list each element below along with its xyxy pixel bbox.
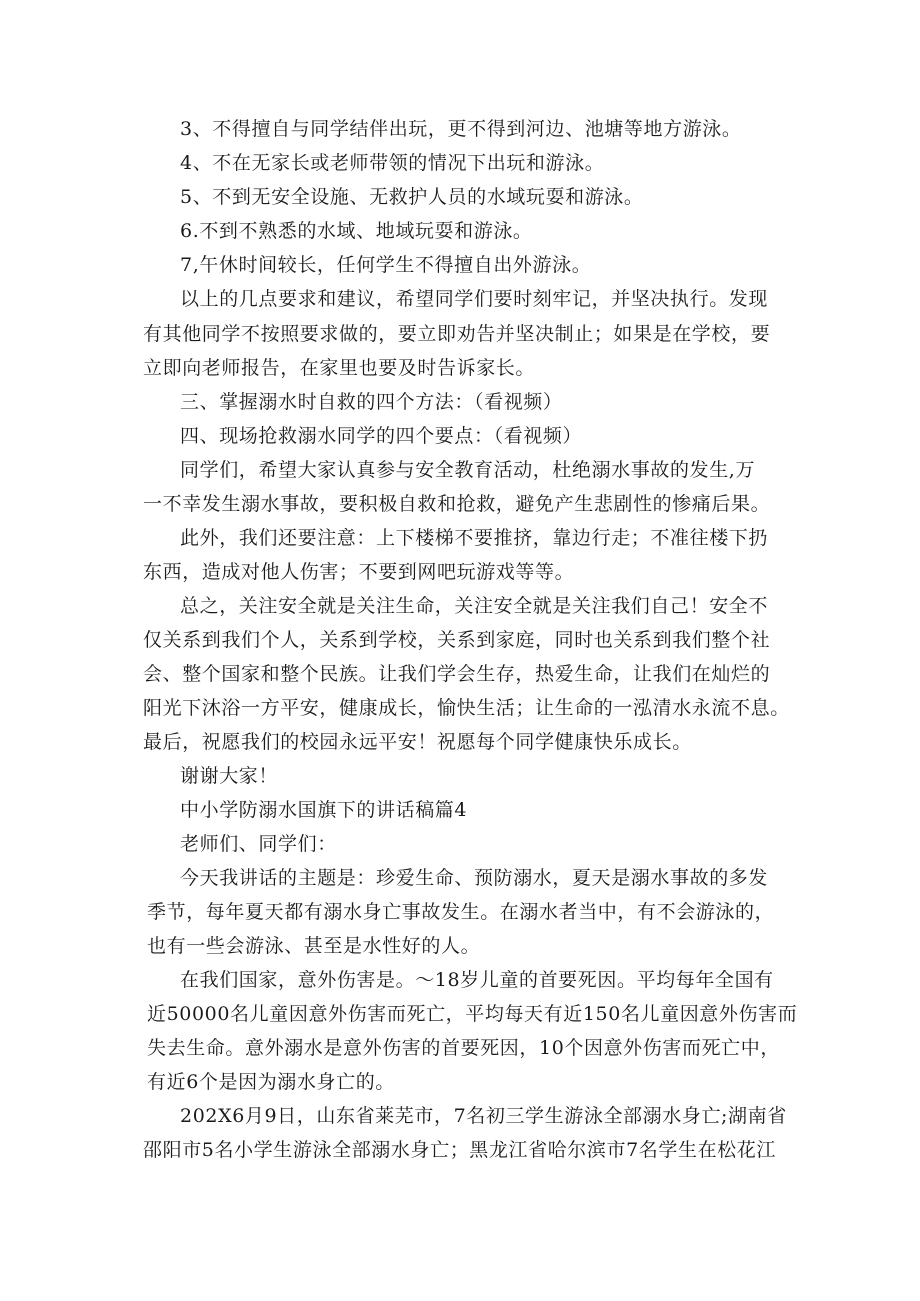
closing-thanks: 谢谢大家！ — [180, 765, 279, 787]
paragraph-line: 有近6个是因为溺水身亡的。 — [147, 1071, 395, 1093]
paragraph-line: 近50000名儿童因意外伤害而死亡，平均每天有近150名儿童因意外伤害而 — [147, 1003, 798, 1025]
rule-item-7: 7,午休时间较长，任何学生不得擅自出外游泳。 — [180, 254, 592, 276]
paragraph-line: 东西，造成对他人伤害；不要到网吧玩游戏等等。 — [143, 561, 575, 583]
paragraph-line: 仅关系到我们个人，关系到学校，关系到家庭，同时也关系到我们整个社 — [143, 629, 771, 651]
paragraph-line: 失去生命。意外溺水是意外伤害的首要死因，10个因意外伤害而死亡中， — [147, 1037, 780, 1059]
paragraph-line: 邵阳市5名小学生游泳全部溺水身亡；黑龙江省哈尔滨市7名学生在松花江 — [143, 1139, 776, 1161]
paragraph-line: 以上的几点要求和建议，希望同学们要时刻牢记，并坚决执行。发现 — [180, 288, 769, 310]
rule-item-6: 6.不到不熟悉的水域、地域玩耍和游泳。 — [180, 220, 533, 242]
paragraph-line: 季节，每年夏天都有溺水身亡事故发生。在溺水者当中，有不会游泳的， — [147, 901, 775, 923]
section-heading-4: 四、现场抢救溺水同学的四个要点：（看视频） — [180, 425, 583, 447]
article-title: 中小学防溺水国旗下的讲话稿篇4 — [180, 799, 468, 821]
paragraph-line: 立即向老师报告，在家里也要及时告诉家长。 — [143, 357, 536, 379]
rule-item-4: 4、不在无家长或老师带领的情况下出玩和游泳。 — [180, 152, 605, 174]
paragraph-line: 此外，我们还要注意：上下楼梯不要推挤，靠边行走；不准往楼下扔 — [180, 527, 769, 549]
paragraph-line: 也有一些会游泳、甚至是水性好的人。 — [147, 935, 481, 957]
section-heading-3: 三、掌握溺水时自救的四个方法：（看视频） — [180, 391, 563, 413]
paragraph-line: 202X6月9日，山东省莱芜市，7名初三学生游泳全部溺水身亡;湖南省 — [180, 1105, 787, 1127]
paragraph-line: 最后，祝愿我们的校园永远平安！祝愿每个同学健康快乐成长。 — [143, 731, 692, 753]
paragraph-line: 总之，关注安全就是关注生命，关注安全就是关注我们自己！安全不 — [180, 595, 769, 617]
paragraph-line: 阳光下沐浴一方平安，健康成长，愉快生活；让生命的一泓清水永流不息。 — [143, 697, 790, 719]
paragraph-line: 会、整个国家和整个民族。让我们学会生存，热爱生命，让我们在灿烂的 — [143, 663, 771, 685]
rule-item-5: 5、不到无安全设施、无救护人员的水域玩耍和游泳。 — [180, 186, 644, 208]
rule-item-3: 3、不得擅自与同学结伴出玩，更不得到河边、池塘等地方游泳。 — [180, 118, 742, 140]
paragraph-line: 一不幸发生溺水事故，要积极自救和抢救，避免产生悲剧性的惨痛后果。 — [143, 493, 771, 515]
salutation: 老师们、同学们： — [180, 833, 337, 855]
paragraph-line: 有其他同学不按照要求做的，要立即劝告并坚决制止；如果是在学校，要 — [143, 323, 771, 345]
paragraph-line: 在我们国家，意外伤害是。～18岁儿童的首要死因。平均每年全国有 — [180, 969, 774, 991]
paragraph-line: 同学们，希望大家认真参与安全教育活动，杜绝溺水事故的发生,万 — [180, 459, 756, 481]
paragraph-line: 今天我讲话的主题是：珍爱生命、预防溺水，夏天是溺水事故的多发 — [180, 867, 769, 889]
